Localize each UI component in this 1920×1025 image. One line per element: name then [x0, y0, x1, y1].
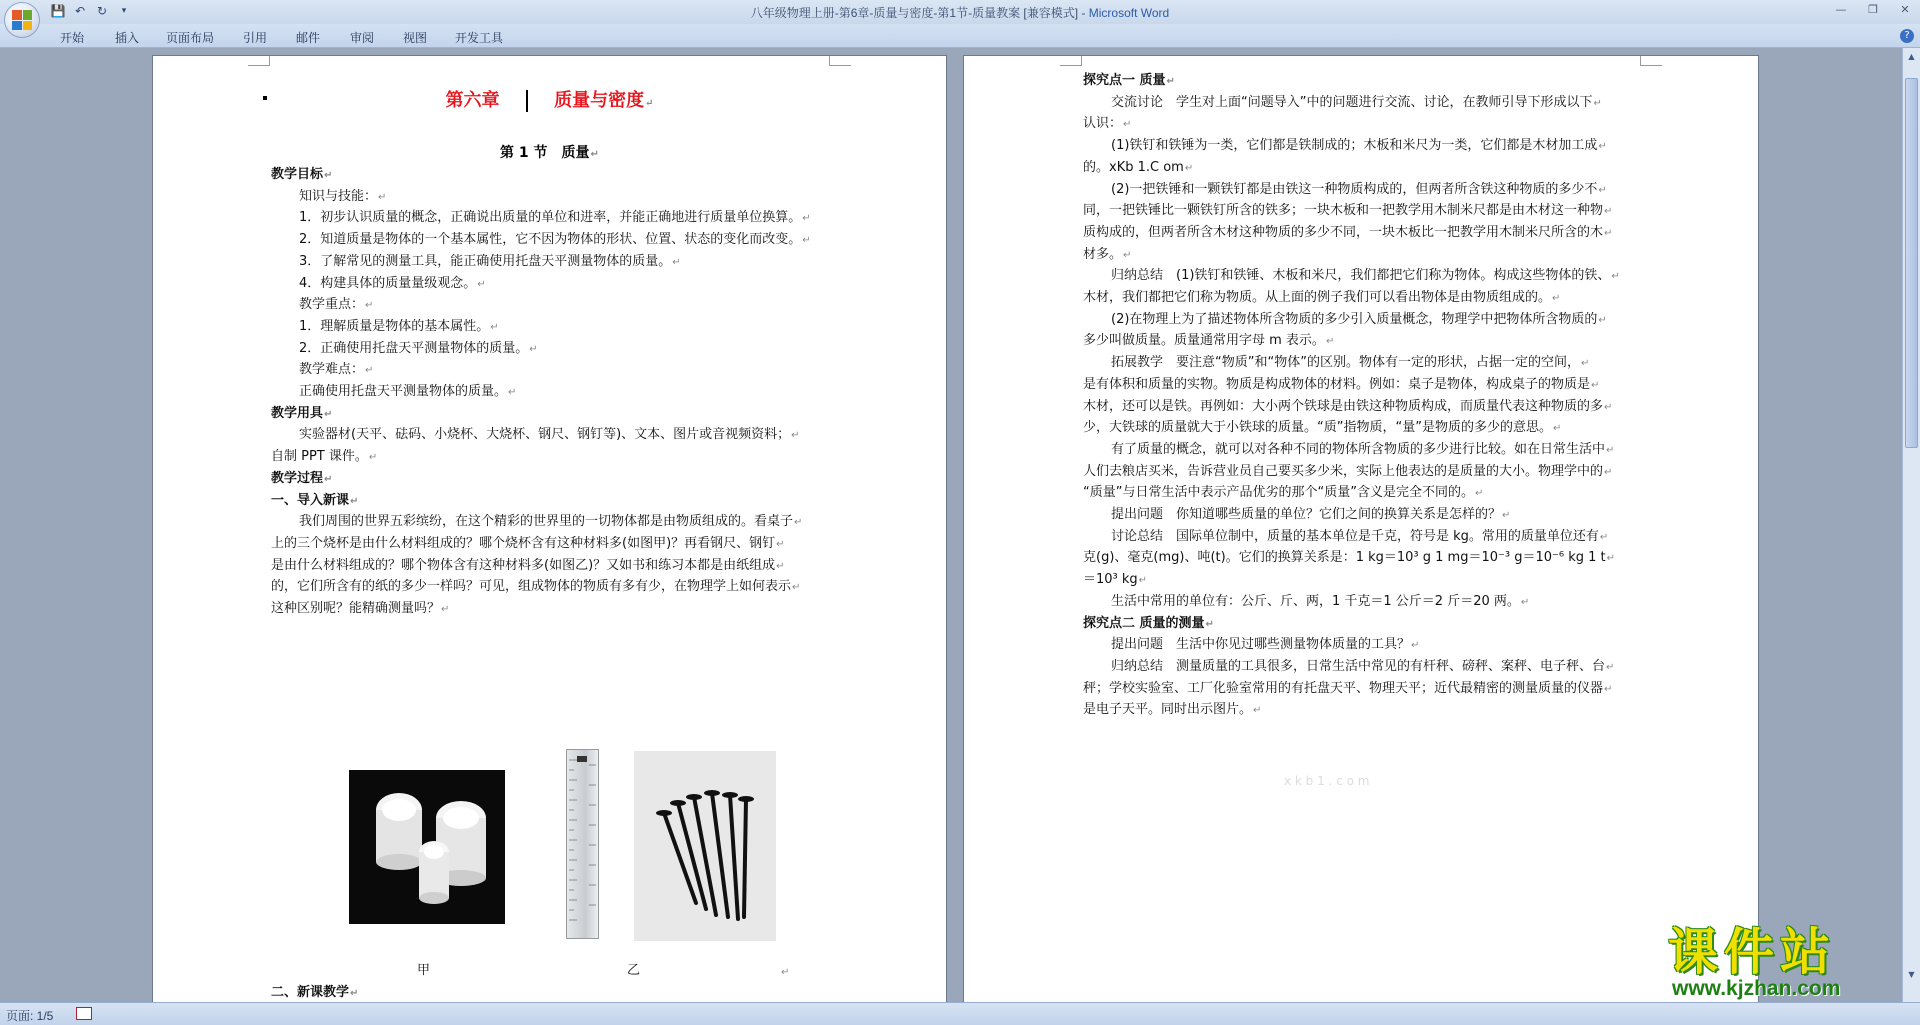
customize-toolbar-icon[interactable]: ▾	[121, 6, 127, 16]
tab-mailings[interactable]: 邮件	[296, 31, 321, 45]
status-bar	[0, 1002, 1920, 1025]
paragraph-mark: ↵	[781, 967, 790, 978]
text-line: ＝10³ kg↵	[1083, 572, 1148, 588]
text-line: 2．知道质量是物体的一个基本属性，它不因为物体的形状、位置、状态的变化而改变。↵	[299, 232, 811, 248]
caption-yi: 乙	[627, 963, 641, 978]
text-line: 提出问题 你知道哪些质量的单位？它们之间的换算关系是怎样的？↵	[1111, 507, 1511, 522]
text-line: 的，它们所含有的纸的多少一样吗？可见，组成物体的物质有多有少，在物理学上如何表示↵	[271, 579, 801, 595]
text-line: 木材，我们都把它们称为物质。从上面的例子我们可以看出物体是由物质组成的。↵	[1083, 290, 1561, 305]
text-line: 教学难点：↵	[299, 362, 374, 378]
text-line: 是有体积和质量的实物。物质是构成物体的材料。例如：桌子是物体，构成桌子的物质是↵	[1083, 376, 1600, 392]
text-line: 秤；学校实验室、工厂化验室常用的有托盘天平、物理天平；近代最精密的测量质量的仪器↵	[1083, 680, 1613, 696]
text-line: 我们周围的世界五彩缤纷，在这个精彩的世界里的一切物体都是由物质组成的。看桌子↵	[299, 514, 803, 530]
text-line: 4．构建具体的质量量级观念。↵	[299, 275, 486, 291]
chapter-title: 质量与密度	[554, 90, 645, 111]
section-title: 第 1 节 质量↵	[500, 145, 599, 161]
kjzhan-logo	[1668, 923, 1908, 1002]
redo-icon[interactable]: ↻	[96, 4, 108, 18]
text-line: 自制 PPT 课件。↵	[271, 449, 378, 465]
title-bar	[0, 0, 1920, 24]
steel-ruler-image	[566, 749, 599, 939]
heading-line: 教学过程↵	[271, 470, 333, 486]
text-line: (2)一把铁锤和一颗铁钉都是由铁这一种物质构成的，但两者所含铁这种物质的多少不↵	[1111, 181, 1607, 197]
ribbon-tab-bar	[0, 24, 1920, 48]
text-line: (2)在物理上为了描述物体所含物质的多少引入质量概念，物理学中把物体所含物质的↵	[1111, 311, 1607, 327]
page-2	[963, 55, 1759, 1002]
text-line: 3．了解常见的测量工具，能正确使用托盘天平测量物体的质量。↵	[299, 253, 681, 269]
logo-title: 课件站	[1668, 923, 1836, 981]
tab-developer[interactable]: 开发工具	[455, 31, 504, 45]
text-line: 讨论总结 国际单位制中，质量的基本单位是千克，符号是 kg。常用的质量单位还有↵	[1111, 528, 1609, 544]
tab-insert[interactable]: 插入	[115, 31, 140, 45]
close-icon[interactable]: ✕	[1900, 3, 1910, 16]
chapter-divider	[526, 90, 528, 112]
window-title	[0, 4, 1920, 21]
tab-references[interactable]: 引用	[243, 31, 268, 45]
text-line: 同，一把铁锤比一颗铁钉所含的铁多；一块木板和一把教学用木制米尺都是由木材这一种物↵	[1083, 203, 1613, 219]
text-line: 1．理解质量是物体的基本属性。↵	[299, 318, 499, 334]
window-controls	[1830, 2, 1916, 18]
scroll-up-icon[interactable]: ▲	[1908, 52, 1915, 61]
margin-mark	[1640, 56, 1662, 66]
text-line: 交流讨论 学生对上面“问题导入”中的问题进行交流、讨论，在教师引导下形成以下↵	[1111, 94, 1602, 110]
app-name: Microsoft Word	[1088, 6, 1170, 20]
text-line: 材多。↵	[1083, 246, 1132, 262]
text-line: 教学重点：↵	[299, 297, 374, 313]
beakers-image	[349, 770, 505, 924]
heading-line: 探究点一 质量↵	[1083, 73, 1175, 88]
margin-mark	[829, 56, 851, 66]
chapter-heading: 第六章 质量与密度↵	[445, 90, 654, 111]
text-line: 是由什么材料组成的？哪个物体含有这种材料多(如图乙)？又如书和练习本都是由纸组成↵	[271, 557, 785, 573]
heading-line: 教学目标↵	[271, 167, 333, 182]
tab-home[interactable]: 开始	[60, 31, 85, 45]
minimize-icon[interactable]: —	[1835, 3, 1847, 16]
text-line: 人们去粮店买米，告诉营业员自己要买多少米，实际上他表达的是质量的大小。物理学中的↵	[1083, 463, 1613, 479]
scroll-down-icon[interactable]: ▼	[1908, 970, 1915, 979]
text-line: 实验器材(天平、砝码、小烧杯、大烧杯、钢尺、钢钉等)、文本、图片或音视频资料；↵	[299, 427, 800, 443]
text-line: 的。xKb 1.C om↵	[1083, 159, 1194, 175]
heading-line: 一、导入新课↵	[271, 492, 359, 508]
text-line: 正确使用托盘天平测量物体的质量。↵	[299, 384, 517, 399]
text-line: 拓展教学 要注意“物质”和“物体”的区别。物体有一定的形状，占据一定的空间，↵	[1111, 355, 1590, 371]
faint-watermark-text: x k b 1 . c o m	[1284, 774, 1370, 788]
text-line: 1．初步认识质量的概念，正确说出质量的单位和进率，并能正确地进行质量单位换算。↵	[299, 210, 811, 226]
title-separator: -	[1078, 6, 1089, 20]
text-line: 知识与技能：↵	[299, 188, 387, 204]
text-line: 2．正确使用托盘天平测量物体的质量。↵	[299, 340, 538, 356]
steel-nails-image	[634, 751, 776, 941]
text-line: 有了质量的概念，就可以对各种不同的物体所含物质的多少进行比较。如在日常生活中↵	[1111, 441, 1615, 457]
text-line: 是电子天平。同时出示图片。↵	[1083, 702, 1262, 718]
text-line: “质量”与日常生活中表示产品优劣的那个“质量”含义是完全不同的。↵	[1083, 485, 1484, 501]
vertical-scrollbar[interactable]	[1902, 48, 1920, 1002]
text-line: 这种区别呢？能精确测量吗？↵	[271, 601, 450, 616]
text-line: 生活中常用的单位有：公斤、斤、两，1 千克＝1 公斤＝2 斤＝20 两。↵	[1111, 593, 1530, 609]
text-line: 认识：↵	[1083, 116, 1132, 132]
text-line: (1)铁钉和铁锤为一类，它们都是铁制成的；木板和米尺为一类，它们都是木材加工成↵	[1111, 138, 1607, 154]
document-name: 八年级物理上册-第6章-质量与密度-第1节-质量教案 [兼容模式]	[750, 6, 1079, 20]
spelling-check-icon[interactable]	[76, 1007, 92, 1020]
text-line: 提出问题 生活中你见过哪些测量物体质量的工具？↵	[1111, 637, 1420, 653]
margin-mark	[1060, 56, 1082, 66]
document-area	[0, 48, 1902, 1002]
heading-line: 探究点二 质量的测量↵	[1083, 615, 1214, 631]
logo-url: www.kjzhan.com	[1672, 977, 1841, 1000]
chapter-number: 第六章	[445, 90, 500, 111]
page-1	[152, 55, 947, 1002]
text-line: 上的三个烧杯是由什么材料组成的？哪个烧杯含有这种材料多(如图甲)？再看钢尺、钢钉↵	[271, 535, 785, 551]
text-line: 归纳总结 测量质量的工具很多，日常生活中常见的有杆秤、磅秤、案秤、电子秤、台↵	[1111, 658, 1615, 674]
office-button[interactable]	[4, 2, 40, 38]
save-icon[interactable]: 💾	[50, 4, 66, 18]
tab-view[interactable]: 视图	[403, 31, 428, 45]
heading-new-lesson: 二、新课教学↵	[271, 985, 359, 1000]
undo-icon[interactable]: ↶	[74, 4, 86, 18]
text-line: 少，大铁球的质量就大于小铁球的质量。“质”指物质，“量”是物质的多少的意思。↵	[1083, 420, 1562, 436]
margin-mark	[248, 56, 270, 66]
text-line: 归纳总结 (1)铁钉和铁锤、木板和米尺，我们都把它们称为物体。构成这些物体的铁、↵	[1111, 268, 1620, 284]
status-page-count[interactable]: 页面: 1/5	[6, 1009, 54, 1023]
text-line: 质构成的，但两者所含木材这种物质的多少不同，一块木板比一把教学用木制米尺所含的木↵	[1083, 224, 1613, 240]
text-line: 克(g)、毫克(mg)、吨(t)。它们的换算关系是：1 kg＝10³ g 1 mg＝10⁻³ g＝10⁻⁶ kg 1 t↵	[1083, 550, 1616, 566]
heading-line: 教学用具↵	[271, 405, 333, 421]
text-line: 多少叫做质量。质量通常用字母 m 表示。↵	[1083, 333, 1335, 349]
maximize-icon[interactable]: ❐	[1868, 3, 1878, 16]
caption-jia: 甲	[417, 963, 431, 978]
tab-page-layout[interactable]: 页面布局	[166, 31, 215, 45]
help-icon[interactable]: ?	[1900, 29, 1914, 43]
scroll-thumb[interactable]	[1905, 78, 1918, 448]
tab-review[interactable]: 审阅	[350, 31, 375, 45]
text-line: 木材，还可以是铁。再例如：大小两个铁球是由铁这种物质构成，而质量代表这种物质的多↵	[1083, 398, 1613, 414]
office-logo-icon	[12, 10, 32, 30]
